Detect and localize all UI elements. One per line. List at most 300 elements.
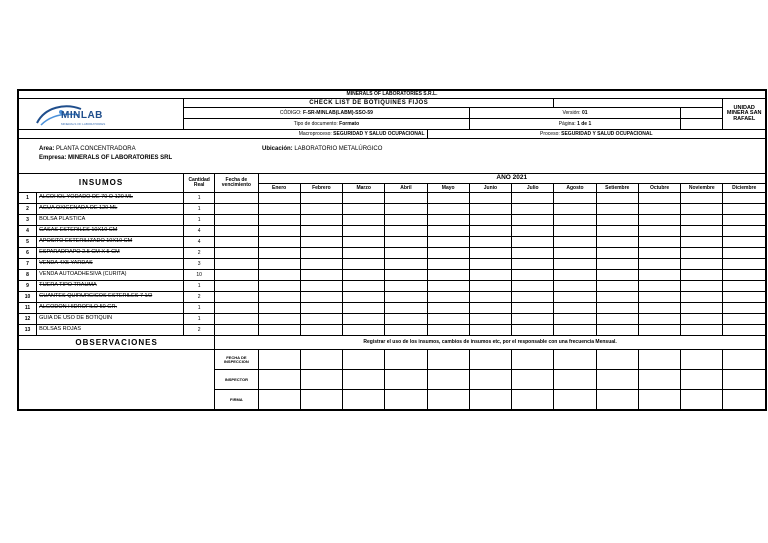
month-check-cell[interactable] — [681, 325, 723, 336]
month-check-cell[interactable] — [343, 314, 385, 325]
info-block — [19, 139, 766, 174]
month-check-cell[interactable] — [258, 193, 300, 204]
month-check-cell[interactable] — [723, 303, 766, 314]
month-check-cell[interactable] — [512, 270, 554, 281]
month-check-cell[interactable] — [638, 226, 680, 237]
macroproceso-label: Macroproceso: — [298, 130, 332, 137]
month-check-cell[interactable] — [638, 193, 680, 204]
month-check-cell[interactable] — [554, 248, 596, 259]
item-number: 2 — [19, 204, 37, 215]
expiry-date-cell[interactable] — [215, 281, 258, 292]
month-check-cell[interactable] — [427, 226, 469, 237]
month-check-cell[interactable] — [300, 259, 342, 270]
month-check-cell[interactable] — [300, 303, 342, 314]
month-check-cell[interactable] — [343, 248, 385, 259]
fecha-cell[interactable] — [343, 350, 385, 370]
month-check-cell[interactable] — [596, 281, 638, 292]
month-check-cell[interactable] — [723, 270, 766, 281]
month-check-cell[interactable] — [723, 325, 766, 336]
company-logo — [19, 99, 184, 130]
month-check-cell[interactable] — [427, 292, 469, 303]
firma-cell[interactable] — [258, 390, 300, 410]
month-check-cell[interactable] — [638, 325, 680, 336]
month-check-cell[interactable] — [469, 270, 511, 281]
month-check-cell[interactable] — [596, 325, 638, 336]
unidad-minera: UNIDAD MINERA SAN RAFAEL — [723, 99, 766, 130]
table-row — [19, 303, 766, 314]
month-check-cell[interactable] — [385, 325, 427, 336]
month-check-cell[interactable] — [723, 215, 766, 226]
month-header: Febrero — [300, 184, 342, 193]
month-check-cell[interactable] — [258, 314, 300, 325]
inspector-cell[interactable] — [385, 370, 427, 390]
month-check-cell[interactable] — [681, 215, 723, 226]
month-check-cell[interactable] — [512, 314, 554, 325]
month-check-cell[interactable] — [512, 215, 554, 226]
month-check-cell[interactable] — [554, 281, 596, 292]
month-check-cell[interactable] — [427, 325, 469, 336]
month-check-cell[interactable] — [681, 259, 723, 270]
month-check-cell[interactable] — [681, 237, 723, 248]
firma-cell[interactable] — [427, 390, 469, 410]
month-check-cell[interactable] — [638, 215, 680, 226]
empresa-value: MINERALS OF LABORATORIES SRL — [68, 155, 173, 161]
month-check-cell[interactable] — [385, 270, 427, 281]
tipo-cell — [184, 119, 470, 130]
month-check-cell[interactable] — [723, 314, 766, 325]
month-check-cell[interactable] — [512, 248, 554, 259]
month-header: Octubre — [638, 184, 680, 193]
pagina-spacer — [681, 119, 723, 130]
items-body — [19, 193, 766, 336]
month-check-cell[interactable] — [258, 237, 300, 248]
month-check-cell[interactable] — [554, 325, 596, 336]
month-check-cell[interactable] — [512, 303, 554, 314]
month-check-cell[interactable] — [723, 204, 766, 215]
month-check-cell[interactable] — [638, 303, 680, 314]
item-name: BOLSAS ROJAS — [37, 325, 184, 336]
firma-cell[interactable] — [681, 390, 723, 410]
expiry-date-cell[interactable] — [215, 193, 258, 204]
month-check-cell[interactable] — [343, 204, 385, 215]
month-check-cell[interactable] — [681, 281, 723, 292]
item-name: ALCOHOL YODADO DE 70 O 120 ML — [37, 193, 184, 204]
month-check-cell[interactable] — [343, 303, 385, 314]
month-check-cell[interactable] — [469, 292, 511, 303]
checklist-sheet — [17, 89, 767, 411]
observaciones-header: OBSERVACIONES — [19, 336, 215, 350]
month-check-cell[interactable] — [554, 204, 596, 215]
month-check-cell[interactable] — [258, 292, 300, 303]
month-check-cell[interactable] — [638, 270, 680, 281]
month-check-cell[interactable] — [596, 314, 638, 325]
item-quantity: 1 — [184, 193, 215, 204]
logo-text: MINLAB — [61, 110, 103, 121]
month-check-cell[interactable] — [385, 303, 427, 314]
table-row — [19, 215, 766, 226]
month-check-cell[interactable] — [343, 226, 385, 237]
month-check-cell[interactable] — [469, 204, 511, 215]
month-check-cell[interactable] — [300, 292, 342, 303]
month-check-cell[interactable] — [469, 248, 511, 259]
item-number: 5 — [19, 237, 37, 248]
month-check-cell[interactable] — [300, 314, 342, 325]
month-check-cell[interactable] — [554, 270, 596, 281]
month-check-cell[interactable] — [554, 193, 596, 204]
fecha-cell[interactable] — [596, 350, 638, 370]
month-check-cell[interactable] — [427, 270, 469, 281]
table-row — [19, 226, 766, 237]
month-check-cell[interactable] — [258, 204, 300, 215]
inspector-cell[interactable] — [300, 370, 342, 390]
month-check-cell[interactable] — [300, 226, 342, 237]
month-check-cell[interactable] — [343, 237, 385, 248]
month-check-cell[interactable] — [554, 303, 596, 314]
codigo-cell — [184, 108, 470, 119]
month-check-cell[interactable] — [554, 226, 596, 237]
month-check-cell[interactable] — [343, 292, 385, 303]
month-check-cell[interactable] — [258, 226, 300, 237]
item-name: TIJERA TIPO TRAUMA — [37, 281, 184, 292]
firma-cell[interactable] — [469, 390, 511, 410]
inspector-cell[interactable] — [512, 370, 554, 390]
item-number: 7 — [19, 259, 37, 270]
macroproceso-value: SEGURIDAD Y SALUD OCUPACIONAL — [333, 130, 425, 137]
month-check-cell[interactable] — [681, 270, 723, 281]
fecha-cell[interactable] — [258, 350, 300, 370]
item-name: GUANTES QUIRURGICOS ESTERILES 7 1/2 — [37, 292, 184, 303]
month-check-cell[interactable] — [596, 237, 638, 248]
expiry-date-cell[interactable] — [215, 292, 258, 303]
month-check-cell[interactable] — [554, 314, 596, 325]
month-check-cell[interactable] — [469, 325, 511, 336]
area-line — [39, 146, 136, 152]
month-check-cell[interactable] — [300, 248, 342, 259]
fecha-cell[interactable] — [512, 350, 554, 370]
month-check-cell[interactable] — [300, 237, 342, 248]
item-quantity: 1 — [184, 303, 215, 314]
month-check-cell[interactable] — [554, 259, 596, 270]
month-check-cell[interactable] — [723, 193, 766, 204]
item-quantity: 10 — [184, 270, 215, 281]
firma-cell[interactable] — [638, 390, 680, 410]
month-check-cell[interactable] — [258, 248, 300, 259]
expiry-date-cell[interactable] — [215, 204, 258, 215]
month-check-cell[interactable] — [469, 314, 511, 325]
item-name: GUIA DE USO DE BOTIQUIN — [37, 314, 184, 325]
item-quantity: 3 — [184, 259, 215, 270]
ubicacion-value: LABORATORIO METALÚRGICO — [294, 146, 383, 152]
expiry-date-cell[interactable] — [215, 270, 258, 281]
item-number: 11 — [19, 303, 37, 314]
month-check-cell[interactable] — [469, 281, 511, 292]
month-check-cell[interactable] — [258, 259, 300, 270]
firma-cell[interactable] — [300, 390, 342, 410]
month-check-cell[interactable] — [512, 292, 554, 303]
month-check-cell[interactable] — [385, 314, 427, 325]
month-check-cell[interactable] — [596, 215, 638, 226]
month-check-cell[interactable] — [596, 292, 638, 303]
month-check-cell[interactable] — [723, 237, 766, 248]
month-check-cell[interactable] — [427, 237, 469, 248]
expiry-date-cell[interactable] — [215, 237, 258, 248]
month-check-cell[interactable] — [385, 237, 427, 248]
company-name: MINERALS OF LABORATORIES S.R.L. — [19, 91, 766, 99]
firma-cell[interactable] — [723, 390, 766, 410]
month-check-cell[interactable] — [723, 259, 766, 270]
insumos-header: INSUMOS — [19, 174, 184, 193]
fecha-cell[interactable] — [681, 350, 723, 370]
month-check-cell[interactable] — [385, 281, 427, 292]
ubicacion-line — [262, 146, 382, 152]
inspector-cell[interactable] — [554, 370, 596, 390]
item-quantity: 1 — [184, 314, 215, 325]
expiry-date-cell[interactable] — [215, 226, 258, 237]
codigo-label: CÓDIGO: — [279, 109, 302, 116]
month-check-cell[interactable] — [258, 303, 300, 314]
month-check-cell[interactable] — [258, 281, 300, 292]
expiry-date-cell[interactable] — [215, 314, 258, 325]
item-number: 12 — [19, 314, 37, 325]
fecha-cell[interactable] — [638, 350, 680, 370]
table-row — [19, 292, 766, 303]
month-check-cell[interactable] — [385, 226, 427, 237]
month-check-cell[interactable] — [638, 281, 680, 292]
firma-cell[interactable] — [554, 390, 596, 410]
expiry-date-cell[interactable] — [215, 325, 258, 336]
month-check-cell[interactable] — [512, 204, 554, 215]
month-check-cell[interactable] — [681, 303, 723, 314]
month-check-cell[interactable] — [723, 281, 766, 292]
fecha-cell[interactable] — [554, 350, 596, 370]
month-check-cell[interactable] — [385, 193, 427, 204]
month-check-cell[interactable] — [596, 193, 638, 204]
document-title: CHECK LIST DE BOTIQUINES FIJOS — [184, 99, 554, 108]
month-check-cell[interactable] — [258, 270, 300, 281]
table-row — [19, 259, 766, 270]
month-check-cell[interactable] — [638, 314, 680, 325]
codigo-value: F-SR-MINLAB(LABM)-SSO-59 — [302, 109, 373, 116]
pagina-value: 1 de 1 — [577, 120, 592, 127]
firma-cell[interactable] — [512, 390, 554, 410]
month-check-cell[interactable] — [596, 204, 638, 215]
item-quantity: 2 — [184, 292, 215, 303]
inspector-cell[interactable] — [469, 370, 511, 390]
month-check-cell[interactable] — [427, 303, 469, 314]
month-header: Enero — [258, 184, 300, 193]
month-check-cell[interactable] — [300, 215, 342, 226]
inspector-cell[interactable] — [343, 370, 385, 390]
month-check-cell[interactable] — [681, 248, 723, 259]
table-row — [19, 204, 766, 215]
month-check-cell[interactable] — [681, 314, 723, 325]
month-check-cell[interactable] — [300, 204, 342, 215]
month-check-cell[interactable] — [512, 325, 554, 336]
month-check-cell[interactable] — [469, 215, 511, 226]
item-quantity: 1 — [184, 204, 215, 215]
month-check-cell[interactable] — [427, 248, 469, 259]
month-check-cell[interactable] — [427, 314, 469, 325]
month-check-cell[interactable] — [638, 292, 680, 303]
item-quantity: 2 — [184, 248, 215, 259]
title-spacer — [554, 99, 723, 108]
item-number: 10 — [19, 292, 37, 303]
fecha-cell[interactable] — [300, 350, 342, 370]
fecha-cell[interactable] — [469, 350, 511, 370]
year-header: AÑO 2021 — [258, 174, 766, 184]
observaciones-text: Registrar el uso de los insumos, cambios de insumos etc, por el responsable con una frecuencia Mensual. — [215, 336, 766, 350]
month-check-cell[interactable] — [596, 248, 638, 259]
month-check-cell[interactable] — [512, 193, 554, 204]
month-check-cell[interactable] — [512, 281, 554, 292]
month-check-cell[interactable] — [343, 270, 385, 281]
item-name: GASAS ESTERILES 10X10 CM — [37, 226, 184, 237]
month-check-cell[interactable] — [300, 281, 342, 292]
month-check-cell[interactable] — [469, 303, 511, 314]
month-check-cell[interactable] — [638, 237, 680, 248]
table-row — [19, 237, 766, 248]
table-row — [19, 248, 766, 259]
month-check-cell[interactable] — [343, 215, 385, 226]
month-check-cell[interactable] — [427, 204, 469, 215]
month-check-cell[interactable] — [596, 303, 638, 314]
month-check-cell[interactable] — [681, 292, 723, 303]
empresa-label: Empresa: — [39, 155, 67, 161]
month-check-cell[interactable] — [554, 237, 596, 248]
checklist-table — [18, 90, 766, 410]
month-header: Noviembre — [681, 184, 723, 193]
inspector-cell[interactable] — [258, 370, 300, 390]
month-check-cell[interactable] — [723, 248, 766, 259]
month-header: Diciembre — [723, 184, 766, 193]
ubicacion-label: Ubicación: — [262, 146, 293, 152]
inspector-cell[interactable] — [427, 370, 469, 390]
item-name: VENDA 4X5 YARDAS — [37, 259, 184, 270]
version-spacer — [681, 108, 723, 119]
month-check-cell[interactable] — [512, 226, 554, 237]
proceso-value: SEGURIDAD Y SALUD OCUPACIONAL — [561, 130, 653, 137]
month-header: Mayo — [427, 184, 469, 193]
tipo-value: Formato — [339, 120, 360, 127]
expiry-date-cell[interactable] — [215, 303, 258, 314]
month-check-cell[interactable] — [554, 215, 596, 226]
month-check-cell[interactable] — [723, 226, 766, 237]
month-check-cell[interactable] — [596, 226, 638, 237]
month-check-cell[interactable] — [469, 193, 511, 204]
item-name: APOSITO ESTERILIZADO 10X10 CM — [37, 237, 184, 248]
item-quantity: 4 — [184, 237, 215, 248]
cantidad-header: Cantidad Real — [184, 174, 215, 193]
pagina-cell — [469, 119, 680, 130]
inspector-cell[interactable] — [638, 370, 680, 390]
month-check-cell[interactable] — [300, 325, 342, 336]
expiry-date-cell[interactable] — [215, 248, 258, 259]
expiry-date-cell[interactable] — [215, 215, 258, 226]
month-check-cell[interactable] — [300, 193, 342, 204]
item-name: ESPARADRAPO 2.5 CM X 5 CM — [37, 248, 184, 259]
firma-cell[interactable] — [343, 390, 385, 410]
fecha-cell[interactable] — [427, 350, 469, 370]
inspector-cell[interactable] — [723, 370, 766, 390]
fecha-cell[interactable] — [723, 350, 766, 370]
table-row — [19, 314, 766, 325]
month-check-cell[interactable] — [343, 281, 385, 292]
month-check-cell[interactable] — [681, 204, 723, 215]
month-check-cell[interactable] — [596, 270, 638, 281]
firma-label: FIRMA — [215, 390, 258, 410]
month-check-cell[interactable] — [681, 226, 723, 237]
item-number: 3 — [19, 215, 37, 226]
firma-cell[interactable] — [596, 390, 638, 410]
month-check-cell[interactable] — [343, 325, 385, 336]
month-check-cell[interactable] — [258, 215, 300, 226]
month-check-cell[interactable] — [427, 259, 469, 270]
item-name: AGUA OXIGENADA DE 120 ML — [37, 204, 184, 215]
table-row — [19, 325, 766, 336]
macroproceso-cell — [19, 130, 428, 139]
proceso-label: Proceso: — [540, 130, 560, 137]
inspector-cell[interactable] — [681, 370, 723, 390]
month-check-cell[interactable] — [638, 248, 680, 259]
month-check-cell[interactable] — [723, 292, 766, 303]
table-row — [19, 270, 766, 281]
month-check-cell[interactable] — [512, 259, 554, 270]
month-check-cell[interactable] — [512, 237, 554, 248]
inspector-label: INSPECTOR — [215, 370, 258, 390]
tipo-label: Tipo de documento: — [293, 120, 338, 127]
item-number: 9 — [19, 281, 37, 292]
month-header: Marzo — [343, 184, 385, 193]
item-number: 6 — [19, 248, 37, 259]
month-check-cell[interactable] — [300, 270, 342, 281]
month-header: Junio — [469, 184, 511, 193]
proceso-cell — [427, 130, 765, 139]
month-check-cell[interactable] — [427, 193, 469, 204]
item-quantity: 2 — [184, 325, 215, 336]
month-check-cell[interactable] — [596, 259, 638, 270]
month-check-cell[interactable] — [469, 259, 511, 270]
month-check-cell[interactable] — [343, 193, 385, 204]
month-check-cell[interactable] — [385, 204, 427, 215]
month-check-cell[interactable] — [427, 215, 469, 226]
month-header: Agosto — [554, 184, 596, 193]
month-check-cell[interactable] — [385, 259, 427, 270]
month-check-cell[interactable] — [427, 281, 469, 292]
month-check-cell[interactable] — [385, 292, 427, 303]
month-check-cell[interactable] — [469, 226, 511, 237]
month-header: Setiembre — [596, 184, 638, 193]
month-header: Julio — [512, 184, 554, 193]
month-check-cell[interactable] — [554, 292, 596, 303]
month-check-cell[interactable] — [258, 325, 300, 336]
month-check-cell[interactable] — [343, 259, 385, 270]
item-name: BOLSA PLASTICA — [37, 215, 184, 226]
fecha-cell[interactable] — [385, 350, 427, 370]
month-check-cell[interactable] — [638, 204, 680, 215]
month-check-cell[interactable] — [469, 237, 511, 248]
table-row — [19, 193, 766, 204]
inspector-cell[interactable] — [596, 370, 638, 390]
table-row — [19, 281, 766, 292]
month-check-cell[interactable] — [681, 193, 723, 204]
month-header: Abril — [385, 184, 427, 193]
month-check-cell[interactable] — [638, 259, 680, 270]
month-check-cell[interactable] — [385, 248, 427, 259]
expiry-date-cell[interactable] — [215, 259, 258, 270]
version-cell — [469, 108, 680, 119]
month-check-cell[interactable] — [385, 215, 427, 226]
firma-cell[interactable] — [385, 390, 427, 410]
